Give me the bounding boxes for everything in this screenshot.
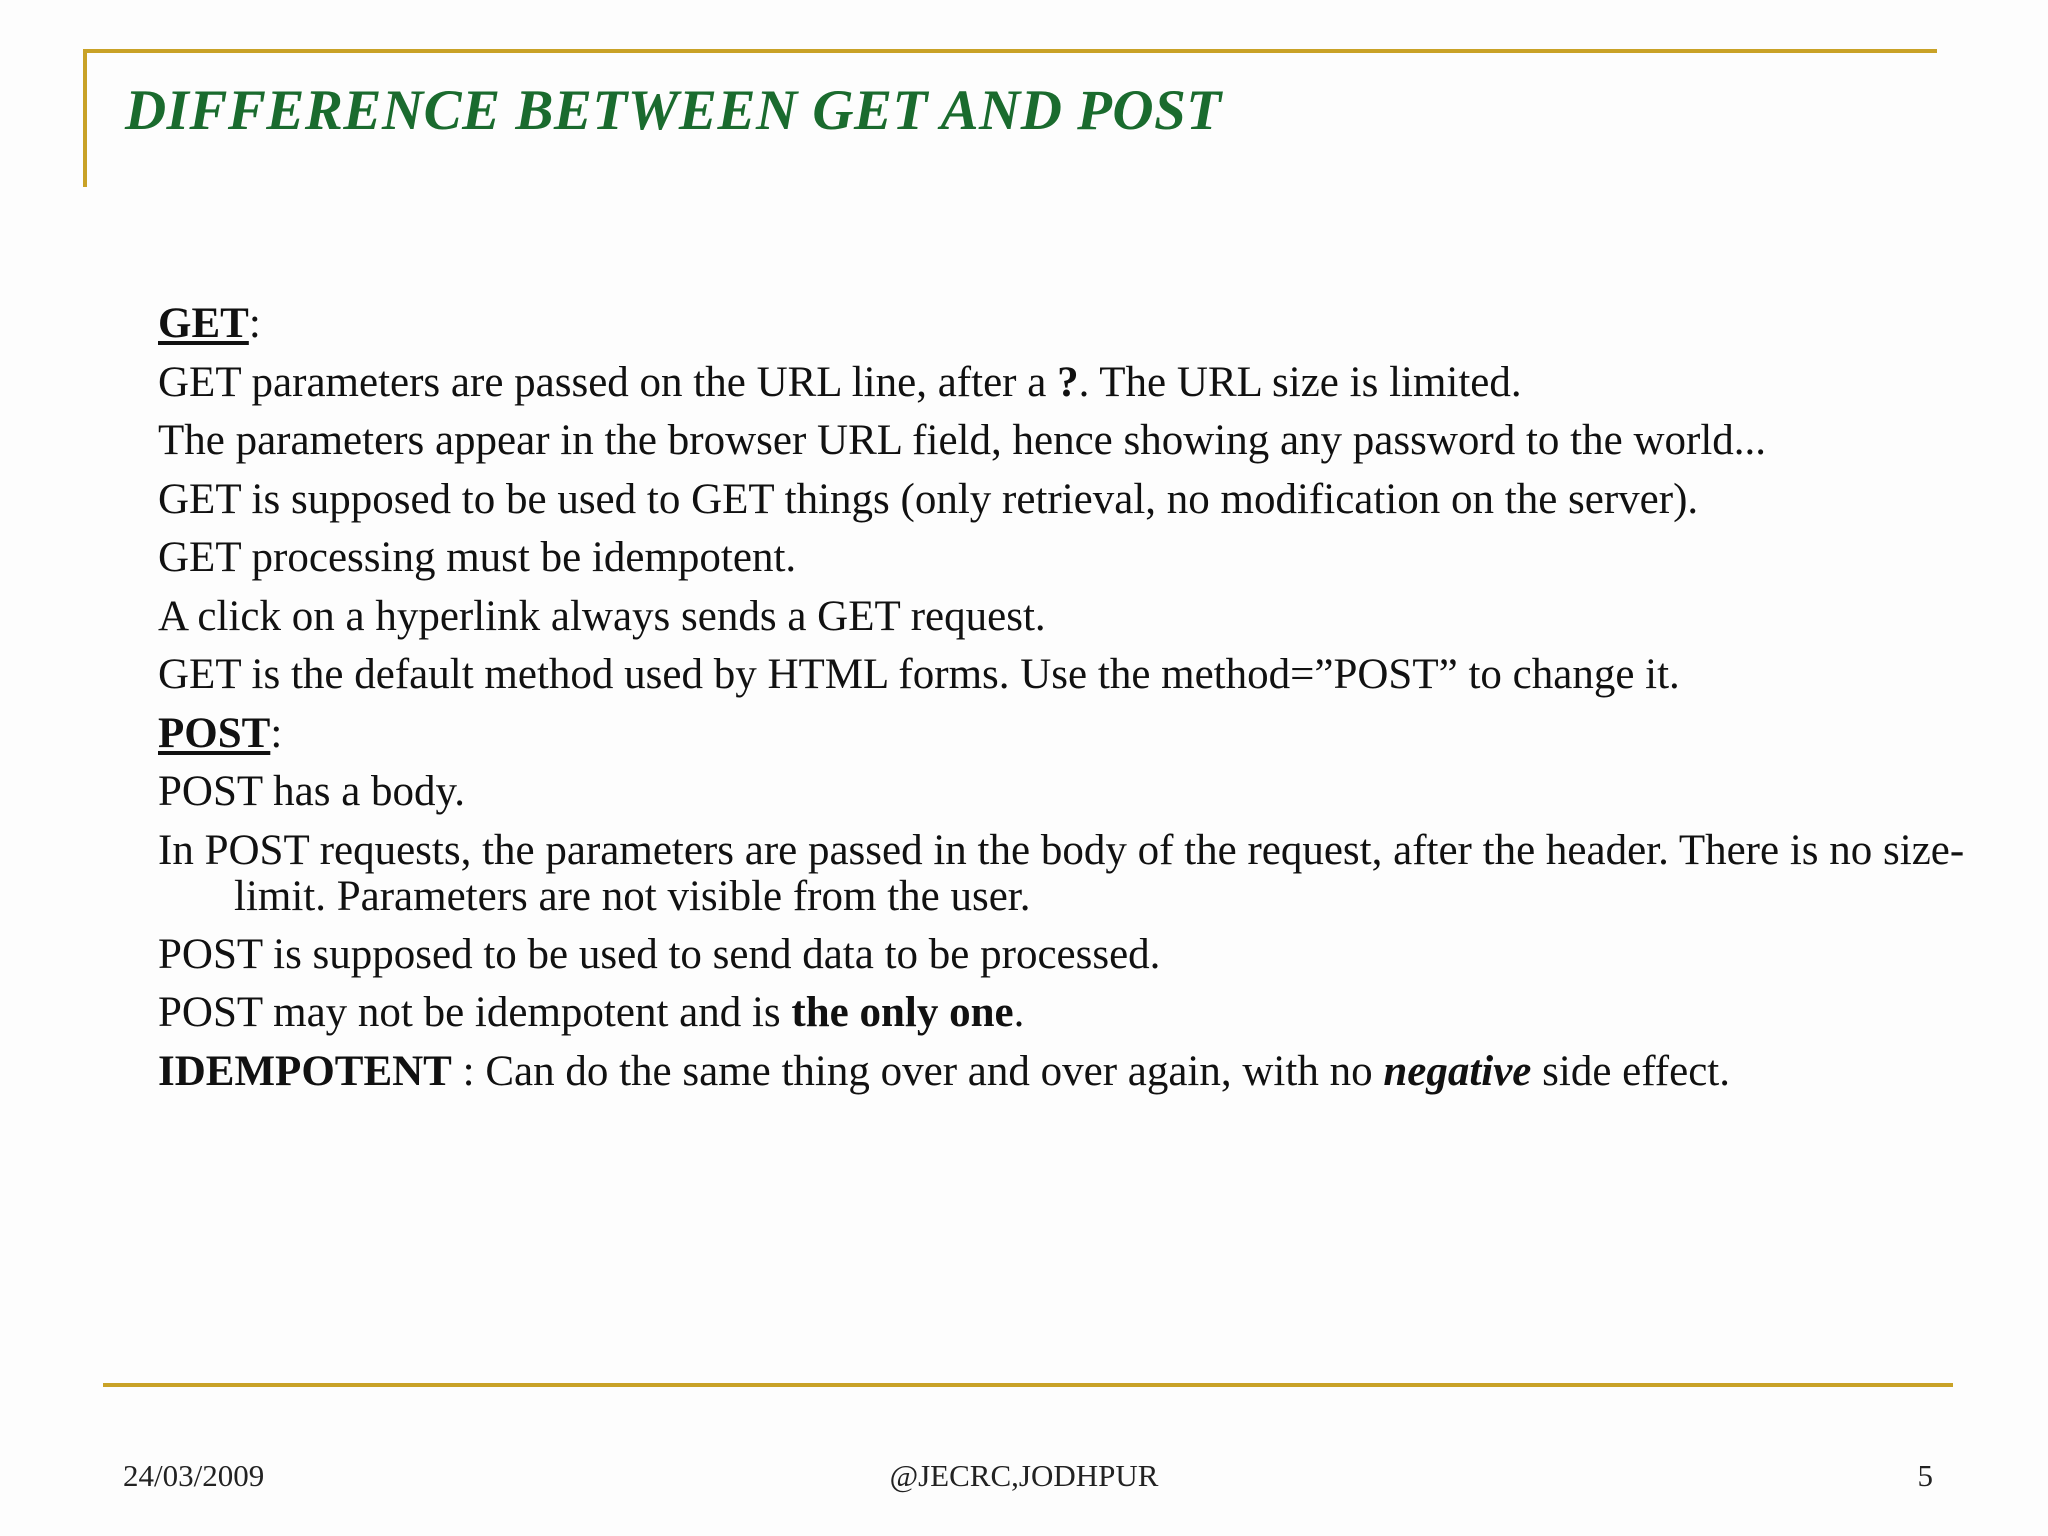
question-mark: ? <box>1057 358 1079 406</box>
footer-rule <box>103 1383 1953 1387</box>
post-heading-colon: : <box>270 709 283 757</box>
get-heading-line <box>158 295 1958 354</box>
get-line-1 <box>158 354 1958 413</box>
footer-page-number: 5 <box>1917 1458 1933 1493</box>
get-line-1-start: GET parameters are passed on the URL line, after a <box>158 358 1058 406</box>
get-heading: GET <box>158 300 249 347</box>
get-line-6: GET is the default method used by HTML forms. Use the method=”POST” to change it. <box>158 651 1680 698</box>
idempotent-term: IDEMPOTENT <box>158 1047 452 1095</box>
slide-body <box>158 295 1965 1101</box>
post-line-1: POST has a body. <box>158 768 465 815</box>
title-frame-left-rule <box>83 49 87 187</box>
slide-title: DIFFERENCE BETWEEN GET AND POST <box>125 79 1222 142</box>
the-only-one: the only one <box>791 989 1014 1036</box>
get-heading-colon: : <box>248 300 261 347</box>
post-line-4-start: POST may not be idempotent and is <box>158 989 792 1036</box>
idempotent-definition-start: : Can do the same thing over and over again, with no <box>451 1047 1384 1095</box>
post-line-4-end: . <box>1013 989 1025 1036</box>
negative-emphasis: negative <box>1383 1047 1532 1095</box>
title-frame-top-rule <box>83 49 1937 53</box>
footer-organization: @JECRC,JODHPUR <box>889 1458 1159 1493</box>
get-line-2: The parameters appear in the browser URL field, hence showing any password to the world... <box>158 417 1767 464</box>
get-line-5: A click on a hyperlink always sends a GET request. <box>158 592 1046 640</box>
post-heading: POST <box>158 709 271 757</box>
post-heading-line <box>158 705 1958 764</box>
idempotent-definition <box>158 1043 1958 1102</box>
idempotent-definition-end: side effect. <box>1531 1047 1730 1095</box>
get-line-1-end: . The URL size is limited. <box>1078 358 1522 406</box>
post-line-4 <box>158 984 1958 1043</box>
footer-date: 24/03/2009 <box>123 1458 265 1493</box>
post-line-2: In POST requests, the parameters are passed in the body of the request, after the header. There is no size-limit. Parameters are not visible from the user. <box>158 826 1965 920</box>
get-line-3: GET is supposed to be used to GET things (only retrieval, no modification on the server). <box>158 475 1699 523</box>
post-line-3: POST is supposed to be used to send data to be processed. <box>158 930 1161 978</box>
get-line-4: GET processing must be idempotent. <box>158 534 797 581</box>
